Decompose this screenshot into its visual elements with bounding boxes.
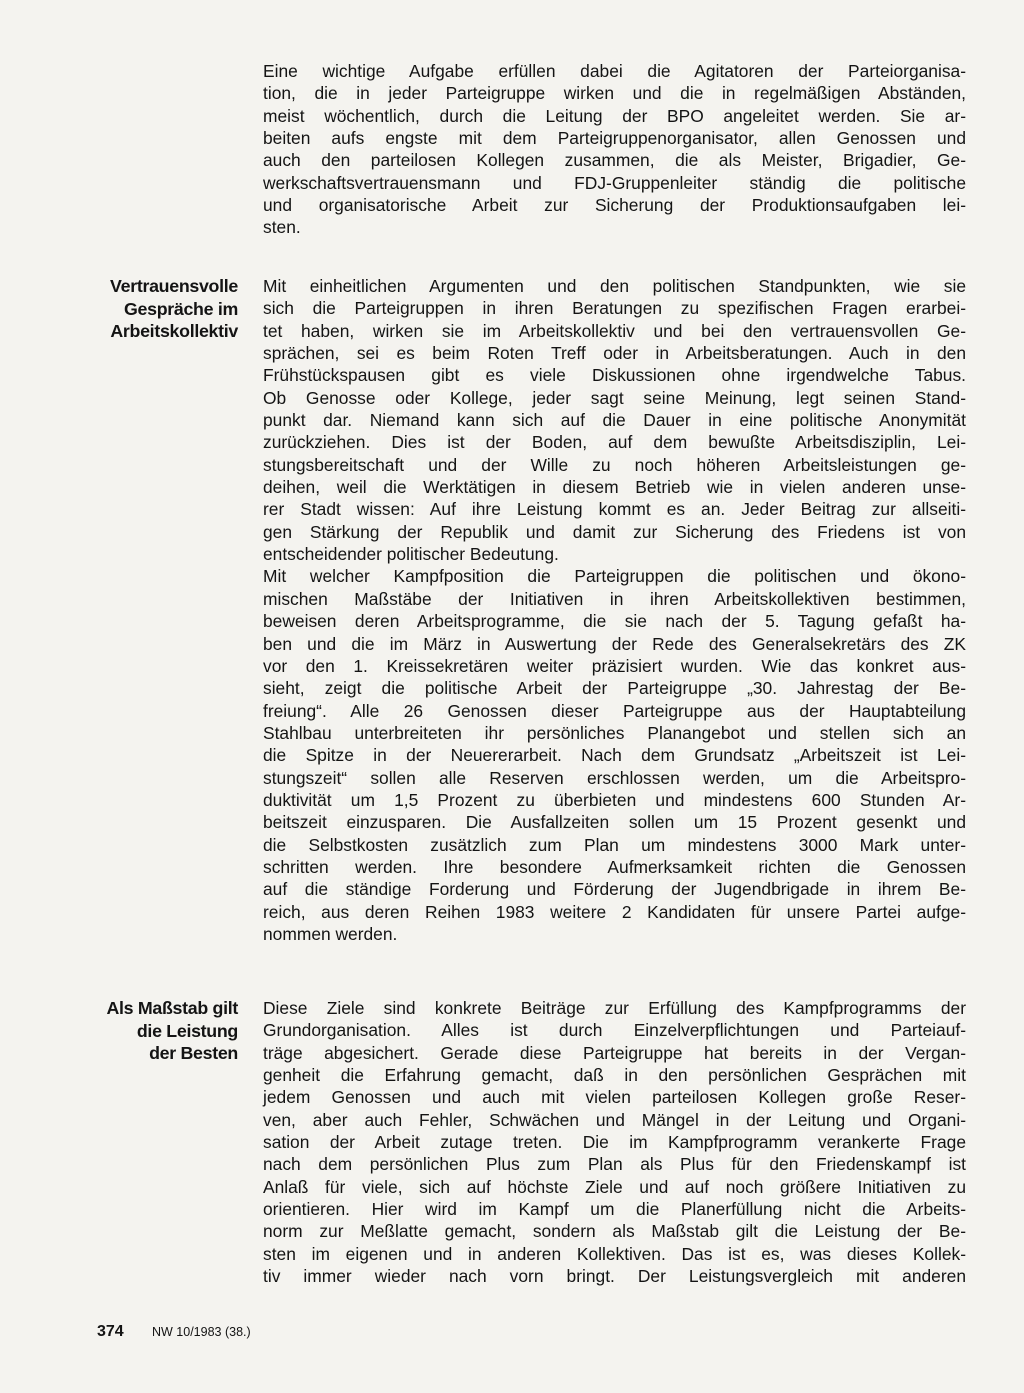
text-line: stungsbereitschaft und der Wille zu noch höheren Arbeitsleistungen ge-	[263, 454, 966, 475]
text-line: nommen werden.	[263, 923, 398, 944]
margin-heading-line: der Besten	[149, 1043, 238, 1063]
text-line: ven, aber auch Fehler, Schwächen und Mängel in der Leitung und Organi-	[263, 1109, 966, 1130]
text-line: meist wöchentlich, durch die Leitung der BPO angeleitet werden. Sie ar-	[263, 105, 966, 126]
text-line: tion, die in jeder Parteigruppe wirken und die in regelmäßigen Abständen,	[263, 83, 966, 104]
margin-heading-massstab	[60, 997, 238, 1065]
page-number: 374	[97, 1323, 124, 1340]
margin-heading-vertrauensvolle-gespraeche	[60, 275, 238, 343]
text-line: beiten aufs engste mit dem Parteigruppenorganisator, allen Genossen und	[263, 128, 966, 149]
text-line: die Spitze in der Neuererarbeit. Nach dem Grundsatz „Arbeitszeit ist Lei-	[263, 745, 966, 766]
text-line: Eine wichtige Aufgabe erfüllen dabei die Agitatoren der Parteiorganisa-	[263, 61, 966, 81]
margin-heading-line: die Leistung	[136, 1020, 238, 1041]
text-line: auf die ständige Forderung und Förderung der Jugendbrigade in ihrem Be-	[263, 879, 966, 900]
margin-heading-line: Arbeitskollektiv	[110, 321, 238, 341]
text-line: sprächen, sei es beim Roten Treff oder in Arbeitsberatungen. Auch in den	[263, 343, 966, 364]
text-line: sich die Parteigruppen in ihren Beratungen zu spezifischen Fragen erarbei-	[263, 298, 966, 319]
text-line: Mit einheitlichen Argumenten und den politischen Standpunkten, wie sie	[263, 276, 966, 296]
text-line: mischen Maßstäbe der Initiativen in ihren Arbeitskollektiven bestimmen,	[263, 588, 966, 609]
text-line: nach dem persönlichen Plus zum Plan als Plus für den Friedenskampf ist	[263, 1154, 966, 1175]
text-line: tet haben, wirken sie im Arbeitskollektiv und bei den vertrauensvollen Ge-	[263, 320, 966, 341]
text-line: stungszeit“ sollen alle Reserven erschlossen werden, um die Arbeitspro-	[263, 767, 966, 788]
text-line: jedem Genossen und auch mit vielen parteilosen Kollegen große Reser-	[263, 1087, 966, 1108]
text-line: Diese Ziele sind konkrete Beiträge zur Erfüllung des Kampfprogramms der	[263, 998, 966, 1018]
text-line: träge abgesichert. Gerade diese Parteigruppe hat bereits in der Vergan-	[263, 1042, 966, 1063]
text-line: Anlaß für viele, sich auf höchste Ziele und auf noch größere Initiativen zu	[263, 1176, 966, 1197]
text-line: freiung“. Alle 26 Genossen dieser Parteigruppe aus der Hauptabteilung	[263, 700, 966, 721]
text-line: duktivität um 1,5 Prozent zu überbieten und mindestens 600 Stunden Ar-	[263, 789, 966, 810]
text-line: Mit welcher Kampfposition die Parteigruppen die politischen und ökono-	[263, 566, 966, 587]
text-line: orientieren. Hier wird im Kampf um die Planerfüllung nicht die Arbeits-	[263, 1199, 966, 1220]
text-line: und organisatorische Arbeit zur Sicherung der Produktionsaufgaben lei-	[263, 195, 966, 216]
text-line: sten im eigenen und in anderen Kollektiven. Das ist es, was dieses Kollek-	[263, 1243, 966, 1264]
section-vertrauensvolle-gespraeche	[263, 275, 966, 945]
text-line: Frühstückspausen gibt es viele Diskussionen ohne irgendwelche Tabus.	[263, 365, 966, 386]
text-line: deihen, weil die Werktätigen in diesem Betrieb wie in vielen anderen unse-	[263, 477, 966, 498]
margin-heading-line: Vertrauensvolle	[110, 276, 238, 296]
section-massstab	[263, 997, 966, 1287]
text-line: rer Stadt wissen: Auf ihre Leistung kommt es an. Jeder Beitrag zur allseiti-	[263, 499, 966, 520]
text-line: reich, aus deren Reihen 1983 weitere 2 Kandidaten für unsere Partei aufge-	[263, 901, 966, 922]
text-line: gen Stärkung der Republik und damit zur Sicherung des Friedens ist von	[263, 521, 966, 542]
margin-heading-line: Als Maßstab gilt	[106, 998, 238, 1018]
text-line: ben und die im März in Auswertung der Rede des Generalsekretärs des ZK	[263, 633, 966, 654]
text-line: beitszeit einzusparen. Die Ausfallzeiten sollen um 15 Prozent gesenkt und	[263, 812, 966, 833]
text-line: Ob Genosse oder Kollege, jeder sagt seine Meinung, legt seinen Stand-	[263, 387, 966, 408]
text-line: norm zur Meßlatte gemacht, sondern als Maßstab gilt die Leistung der Be-	[263, 1221, 966, 1242]
text-line: beweisen deren Arbeitsprogramme, die sie nach der 5. Tagung gefaßt ha-	[263, 611, 966, 632]
text-line: schritten werden. Ihre besondere Aufmerksamkeit richten die Genossen	[263, 856, 966, 877]
margin-heading-line: Gespräche im	[123, 298, 238, 319]
text-line: genheit die Erfahrung gemacht, daß in den persönlichen Gesprächen mit	[263, 1065, 966, 1086]
text-line: sieht, zeigt die politische Arbeit der Parteigruppe „30. Jahrestag der Be-	[263, 678, 966, 699]
source-reference: NW 10/1983 (38.)	[152, 1325, 251, 1339]
text-line: auch den parteilosen Kollegen zusammen, die als Meister, Brigadier, Ge-	[263, 150, 966, 171]
text-line: Stahlbau unterbreiteten ihr persönliches Planangebot und stellen sich an	[263, 722, 966, 743]
text-line: sten.	[263, 217, 301, 238]
intro-paragraph	[263, 60, 966, 239]
text-line: punkt dar. Niemand kann sich auf die Dauer in eine politische Anonymität	[263, 410, 966, 431]
text-line: Grundorganisation. Alles ist durch Einzelverpflichtungen und Parteiauf-	[263, 1020, 966, 1041]
text-line: tiv immer wieder nach vorn bringt. Der Leistungsvergleich mit anderen	[263, 1266, 966, 1287]
text-line: entscheidender politischer Bedeutung.	[263, 544, 559, 565]
text-line: vor den 1. Kreissekretären weiter präzisiert wurden. Wie das konkret aus-	[263, 655, 966, 676]
text-line: sation der Arbeit zutage treten. Die im Kampfprogramm verankerte Frage	[263, 1132, 966, 1153]
text-line: werkschaftsvertrauensmann und FDJ-Gruppenleiter ständig die politische	[263, 172, 966, 193]
text-line: die Selbstkosten zusätzlich zum Plan um mindestens 3000 Mark unter-	[263, 834, 966, 855]
text-line: zurückziehen. Dies ist der Boden, auf dem bewußte Arbeitsdisziplin, Lei-	[263, 432, 966, 453]
